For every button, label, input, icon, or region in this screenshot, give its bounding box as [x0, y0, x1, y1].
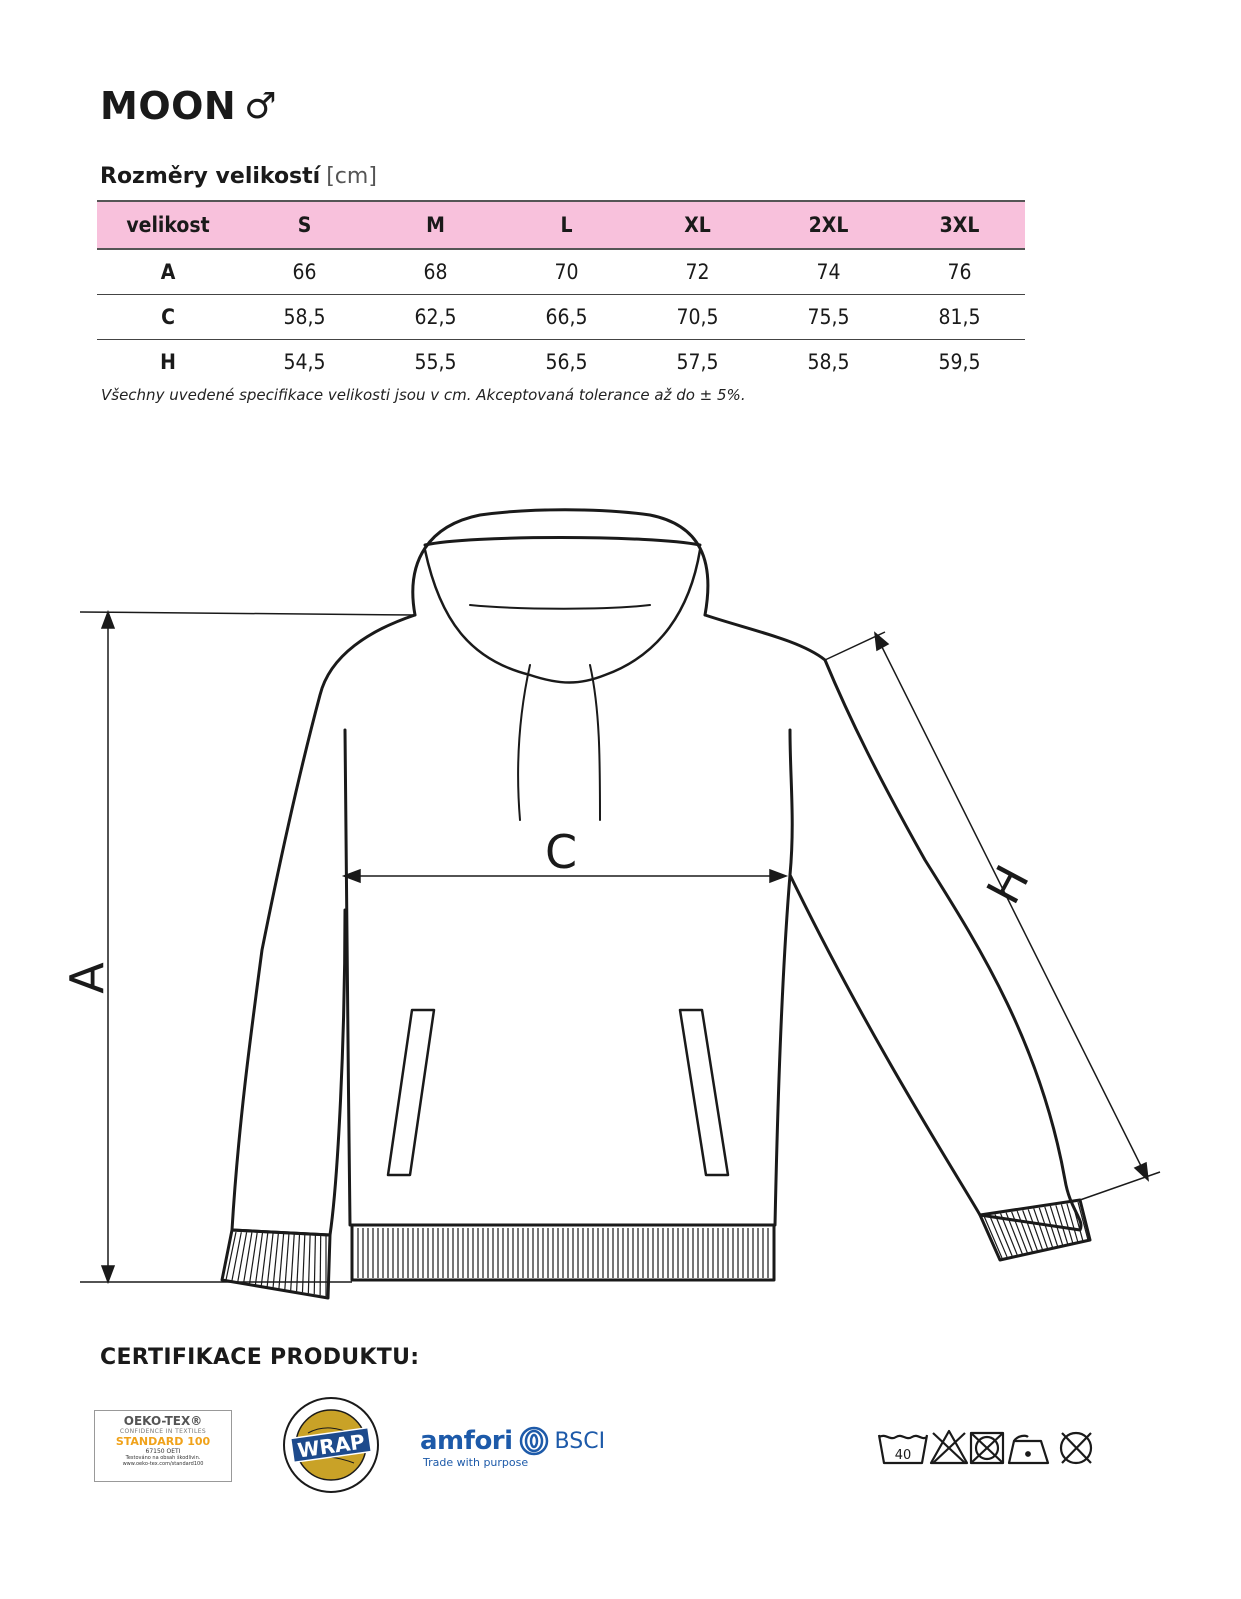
body-right-side — [705, 615, 1081, 1230]
table-cell: 74 — [763, 249, 894, 295]
label-h: H — [975, 856, 1040, 913]
cuff-rib — [1056, 1205, 1068, 1244]
certifications-title: CERTIFIKACE PRODUKTU: — [100, 1345, 420, 1370]
table-cell: 75,5 — [763, 295, 894, 340]
header-cell: 3XL — [894, 201, 1025, 249]
oekotex-logo — [94, 1410, 232, 1482]
cuff-rib — [279, 1234, 284, 1289]
header-cell: M — [370, 201, 501, 249]
header-cell: 2XL — [763, 201, 894, 249]
oekotex-tagline: CONFIDENCE IN TEXTILES — [119, 1428, 207, 1435]
cuff-rib — [273, 1233, 278, 1287]
neck-front — [470, 605, 650, 609]
table-cell: 66,5 — [501, 295, 632, 340]
h-arrow-bottom — [1135, 1163, 1148, 1180]
cuff-rib — [314, 1235, 315, 1294]
cuff-rib — [261, 1233, 267, 1286]
table-cell: 76 — [894, 249, 1025, 295]
table-cell: 72 — [632, 249, 763, 295]
oekotex-tested: Testováno na obsah škodlivin. — [125, 1455, 201, 1461]
neck-opening — [425, 550, 700, 683]
wrap-logo — [278, 1395, 384, 1495]
oekotex-standard: STANDARD 100 — [115, 1435, 211, 1448]
header-cell: L — [501, 201, 632, 249]
cuff-rib — [267, 1233, 273, 1286]
table-heading — [100, 164, 377, 189]
amfori-name: amfori — [420, 1426, 513, 1456]
oekotex-name: OEKO-TEX® — [123, 1414, 203, 1428]
oekotex-number: 67150 OETI — [145, 1448, 181, 1455]
table-cell: 54,5 — [283, 350, 326, 374]
table-cell: 70,5 — [632, 295, 763, 340]
table-row — [97, 295, 1025, 340]
hoodie-diagram — [0, 480, 1241, 1320]
wrap-text: WRAP — [295, 1429, 367, 1463]
table-cell: 66 — [239, 249, 370, 295]
tolerance-note: Všechny uvedené specifikace velikosti jsou v cm. Akceptovaná tolerance až do ± 5%. — [101, 386, 746, 404]
cuff-rib — [302, 1234, 304, 1292]
size-table-header — [97, 201, 1025, 249]
label-c: C — [544, 825, 578, 879]
size-table — [97, 200, 1025, 384]
iron-low-icon — [1009, 1436, 1048, 1463]
hoodie-outline — [222, 510, 1090, 1298]
a-top-extension — [80, 612, 415, 615]
amfori-swirl-icon — [519, 1426, 549, 1456]
right-pocket — [680, 1010, 728, 1175]
page-title — [100, 84, 277, 128]
cuff-rib — [232, 1232, 241, 1281]
drawstring-left — [518, 665, 530, 820]
drawstring-right — [590, 665, 600, 820]
a-arrow-bottom — [102, 1266, 114, 1282]
header-cell: velikost — [97, 201, 239, 249]
row-label: A — [97, 249, 239, 295]
row-label: H — [160, 350, 176, 374]
table-row — [97, 340, 1025, 385]
table-cell: 58,5 — [807, 350, 850, 374]
hood — [413, 510, 708, 615]
cuff-rib — [320, 1235, 321, 1295]
table-cell: 81,5 — [894, 295, 1025, 340]
hood-inner — [425, 538, 700, 546]
cuff-rib — [1039, 1208, 1052, 1248]
c-arrow-right — [770, 870, 786, 882]
cuff-rib — [308, 1234, 310, 1293]
table-cell: 70 — [501, 249, 632, 295]
wash-40-icon — [879, 1435, 927, 1463]
table-cell: 68 — [370, 249, 501, 295]
header-cell: XL — [632, 201, 763, 249]
table-heading-unit: [cm] — [326, 164, 377, 189]
dimension-lines — [80, 612, 1160, 1282]
cuff-rib — [1061, 1204, 1072, 1243]
wash-temp: 40 — [894, 1448, 912, 1463]
table-cell: 58,5 — [239, 295, 370, 340]
no-bleach-icon — [931, 1431, 967, 1463]
cuff-rib — [1034, 1209, 1048, 1249]
row-label: C — [97, 295, 239, 340]
amfori-program: BSCI — [554, 1428, 606, 1454]
label-a: A — [60, 962, 114, 994]
waistband-ribbing — [226, 1202, 1088, 1296]
left-pocket — [388, 1010, 434, 1175]
product-name: MOON — [100, 84, 237, 128]
header-cell: S — [239, 201, 370, 249]
table-cell: 59,5 — [938, 350, 981, 374]
male-symbol-icon: ♂ — [244, 85, 278, 127]
table-cell: 57,5 — [676, 350, 719, 374]
amfori-bsci-logo — [420, 1426, 606, 1469]
oekotex-url: www.oeko-tex.com/standard100 — [122, 1461, 204, 1467]
table-cell: 62,5 — [370, 295, 501, 340]
table-cell: 56,5 — [545, 350, 588, 374]
cuff-rib — [285, 1234, 289, 1290]
no-dry-clean-icon — [1061, 1433, 1091, 1463]
table-row — [97, 249, 1025, 295]
body-left-side — [232, 615, 415, 1235]
care-symbols — [876, 1425, 1106, 1475]
a-arrow-top — [102, 612, 114, 628]
table-heading-label: Rozměry velikostí — [100, 164, 321, 189]
h-arrow-top — [875, 633, 888, 650]
table-cell: 55,5 — [414, 350, 457, 374]
no-tumble-dry-icon — [971, 1433, 1003, 1463]
amfori-tagline: Trade with purpose — [423, 1456, 529, 1469]
